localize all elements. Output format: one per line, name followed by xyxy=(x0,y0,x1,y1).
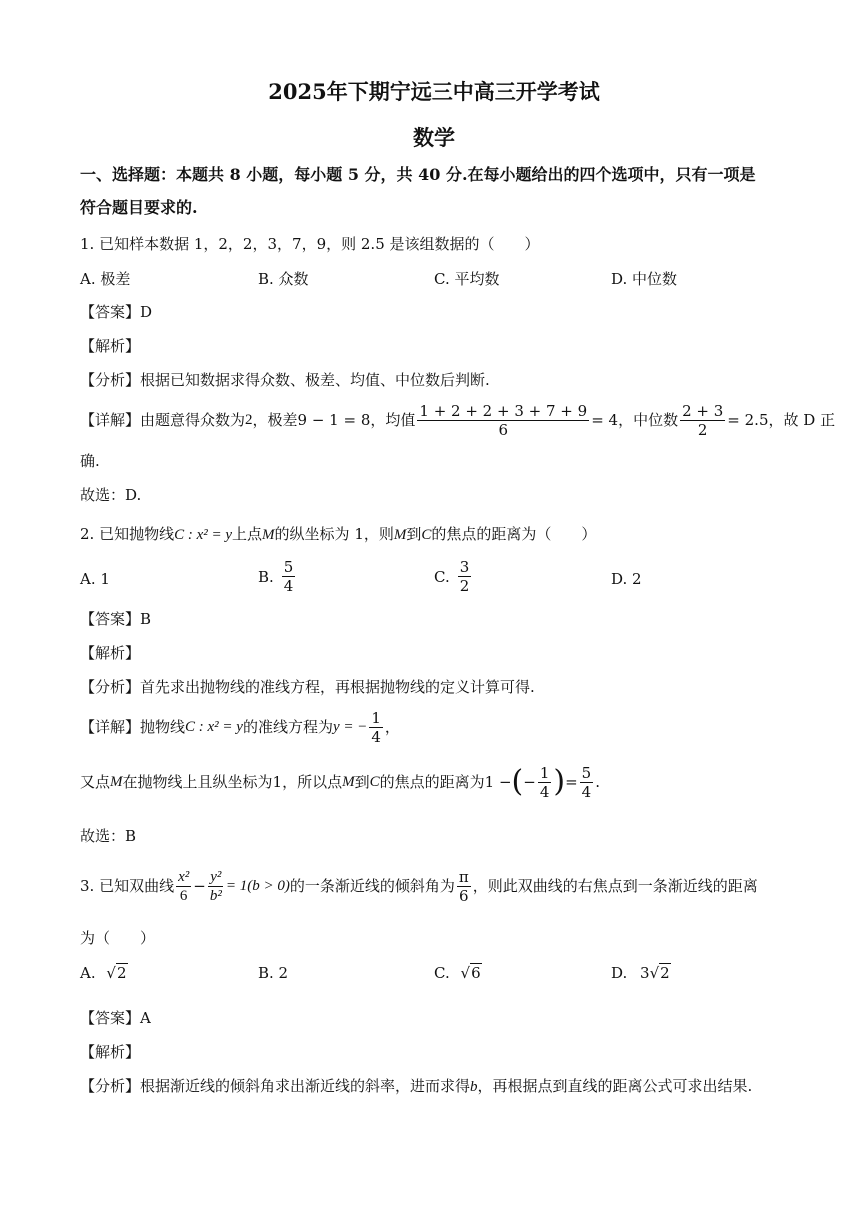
q1-option-d: D. 中位数 xyxy=(611,270,678,288)
q3-stem-suffix: ，则此双曲线的右焦点到一条渐近线的距离 xyxy=(472,877,758,895)
q2-detail2-c: C xyxy=(369,774,380,790)
q3-option-d-label: D. xyxy=(611,964,628,982)
q1-option-c: C. 平均数 xyxy=(434,270,500,288)
q2-stem-equation: C : x² = y xyxy=(174,527,233,543)
q3-frac1-denominator: 6 xyxy=(179,887,188,904)
q3-option-a-label: A. xyxy=(80,964,96,982)
q2-detail2-fraction xyxy=(538,764,552,801)
q2-option-c-numerator: 3 xyxy=(459,558,470,576)
q2-detail2-numerator: 1 xyxy=(539,763,550,782)
q3-option-d xyxy=(611,964,671,982)
q1-mean-fraction xyxy=(417,402,589,439)
q2-detail2-expr-a: 1 − xyxy=(484,773,512,791)
q2-option-c-denominator: 2 xyxy=(459,577,470,595)
q2-detail1-fraction xyxy=(369,709,383,746)
q2-option-c-label: C. xyxy=(434,567,450,586)
section-heading: 一、选择题：本题共 8 小题，每小题 5 分，共 40 分.在每小题给出的四个选项中，只有一项是 xyxy=(80,165,756,184)
q1-median-text: ，中位数 xyxy=(618,411,679,429)
q3-fenxi xyxy=(80,1076,752,1097)
q2-detail1-suffix: ， xyxy=(384,718,400,736)
q1-median-fraction xyxy=(680,402,725,439)
q2-option-c xyxy=(434,558,473,595)
q2-detail1-equation: C : x² = y xyxy=(185,719,243,735)
q2-detail2-result-fraction xyxy=(580,764,594,801)
q2-detail2-denominator: 4 xyxy=(539,782,550,801)
q2-stem-suffix: 的焦点的距离为（ ） xyxy=(431,525,597,543)
sqrt-symbol: √2 xyxy=(649,964,670,982)
q2-stem-m: M xyxy=(262,527,275,543)
q3-pi-denominator: 6 xyxy=(458,886,469,905)
q3-option-a xyxy=(80,964,128,982)
q1-detail-suffix: ，故 D 正 xyxy=(768,411,836,429)
q3-frac2-numerator: y² xyxy=(210,868,222,885)
sqrt-symbol: √6 xyxy=(460,964,481,982)
q1-median-numerator: 2 + 3 xyxy=(682,401,724,420)
q2-fenxi: 【分析】首先求出抛物线的准线方程，再根据抛物线的定义计算可得. xyxy=(80,678,535,696)
q1-mean-text: ，均值 xyxy=(370,411,416,429)
q3-frac2-denominator: b² xyxy=(209,887,222,904)
question-1-stem: 1. 已知样本数据 1，2，2，3，7，9，则 2.5 是该组数据的（ ） xyxy=(80,235,540,253)
q2-detail1-denominator: 4 xyxy=(371,727,381,746)
q2-detail2-m: M xyxy=(110,774,123,790)
q2-detail2-result-numerator: 5 xyxy=(581,763,592,782)
q3-fenxi-b: b xyxy=(470,1079,478,1095)
section-heading-cont: 符合题目要求的. xyxy=(80,198,198,217)
q2-choose: 故选：B xyxy=(80,827,137,845)
q1-median-denominator: 2 xyxy=(697,420,708,439)
q3-stem-mid: 的一条渐近线的倾斜角为 xyxy=(289,877,455,895)
q3-option-d-coefficient: 3 xyxy=(640,964,650,982)
q2-detail2-mid3: 到 xyxy=(354,773,370,791)
q3-pi-fraction xyxy=(457,868,471,905)
q3-option-c xyxy=(434,964,482,982)
q2-detail2-mid4: 的焦点的距离为 xyxy=(379,773,485,791)
q2-answer: 【答案】B xyxy=(80,610,152,628)
right-paren: ) xyxy=(553,764,566,799)
q2-stem-c: C xyxy=(421,527,432,543)
q3-option-c-value: 6 xyxy=(471,964,481,982)
q1-median-result: = 2.5 xyxy=(727,411,769,429)
q2-analysis-label: 【解析】 xyxy=(80,644,141,662)
sqrt-symbol: √2 xyxy=(106,964,127,982)
q2-detail2-m2: M xyxy=(342,774,355,790)
q2-option-b xyxy=(258,558,297,595)
q2-stem-mid2: 的纵坐标为 1，则 xyxy=(274,525,394,543)
q3-fenxi-suffix: ，再根据点到直线的距离公式可求出结果. xyxy=(477,1077,753,1095)
q3-stem-prefix: 3. 已知双曲线 xyxy=(80,877,175,895)
q2-option-c-fraction xyxy=(458,558,472,595)
q2-stem-m2: M xyxy=(393,527,407,543)
q2-detail2-mid2: ，所以点 xyxy=(282,773,343,791)
q1-range-expr: 9 − 1 = 8 xyxy=(297,411,371,429)
q3-pi-numerator: π xyxy=(458,867,469,886)
q2-detail1-y: y = − xyxy=(332,719,368,735)
q2-stem-mid: 上点 xyxy=(232,525,263,543)
q3-option-a-value: 2 xyxy=(116,964,127,982)
q1-analysis-label: 【解析】 xyxy=(80,337,141,355)
q2-detail2-result-denominator: 4 xyxy=(581,782,592,801)
q1-fenxi: 【分析】根据已知数据求得众数、极差、均值、中位数后判断. xyxy=(80,371,490,389)
q2-detail2-end: . xyxy=(595,773,600,791)
q2-detail2-one: 1 xyxy=(272,773,283,791)
q3-minus: − xyxy=(193,877,206,895)
q2-option-b-numerator: 5 xyxy=(283,558,294,576)
q1-mean-numerator: 1 + 2 + 2 + 3 + 7 + 9 xyxy=(419,401,588,420)
q3-equation-rest: = 1(b > 0) xyxy=(225,878,290,894)
q2-option-b-denominator: 4 xyxy=(283,577,294,595)
q2-option-b-fraction xyxy=(282,558,296,595)
q1-option-b: B. 众数 xyxy=(258,270,309,288)
q1-option-a: A. 极差 xyxy=(80,270,131,288)
left-paren: ( xyxy=(511,764,524,799)
q3-analysis-label: 【解析】 xyxy=(80,1043,141,1061)
q1-choose: 故选：D. xyxy=(80,486,142,504)
q2-detail1-numerator: 1 xyxy=(371,708,381,727)
q1-detail-line2: 确. xyxy=(80,452,100,470)
q3-option-c-label: C. xyxy=(434,964,450,982)
q2-detail2-prefix: 又点 xyxy=(80,773,111,791)
question-3-stem xyxy=(80,862,758,910)
q1-range-text: ，极差 xyxy=(252,411,298,429)
subject-title: 数学 xyxy=(413,125,455,150)
q1-detail xyxy=(80,398,835,442)
q3-frac2 xyxy=(208,868,224,905)
q3-option-d-value: 2 xyxy=(660,964,670,982)
q2-option-a: A. 1 xyxy=(80,570,110,588)
q3-answer: 【答案】A xyxy=(80,1009,151,1027)
q1-detail-prefix: 【详解】由题意得众数为 xyxy=(80,411,246,429)
q2-stem-mid3: 到 xyxy=(406,525,422,543)
q2-option-d: D. 2 xyxy=(611,570,642,588)
q3-frac1-numerator: x² xyxy=(178,868,190,885)
q1-mode-value: 2 xyxy=(245,412,253,428)
q2-detail1-mid: 的准线方程为 xyxy=(242,718,333,736)
q3-frac1 xyxy=(176,868,191,905)
q2-detail2-mid: 在抛物线上且纵坐标为 xyxy=(122,773,273,791)
question-2-stem xyxy=(80,524,596,545)
q2-detail1-prefix: 【详解】抛物线 xyxy=(80,718,186,736)
q2-option-b-label: B. xyxy=(258,567,274,586)
q3-fenxi-prefix: 【分析】根据渐近线的倾斜角求出渐近线的斜率，进而求得 xyxy=(80,1077,471,1095)
q3-stem-line2: 为（ ） xyxy=(80,929,156,947)
q2-detail-2: 又点 M 在抛物线上且纵坐标为 1 ，所以点 M 到 C 的焦点的距离为 1 − ( − $\frac{1}{4}$ ) = $\frac{5}{4}$ . xyxy=(80,763,600,801)
q1-mean-result: = 4 xyxy=(591,411,619,429)
q1-answer: 【答案】D xyxy=(80,303,153,321)
q2-detail2-equals: = xyxy=(565,773,578,791)
exam-title: 2025年下期宁远三中高三开学考试 xyxy=(268,79,600,104)
q2-stem-prefix: 2. 已知抛物线 xyxy=(80,525,175,543)
q2-detail-1 xyxy=(80,705,400,749)
q1-mean-denominator: 6 xyxy=(498,420,509,439)
q3-option-b: B. 2 xyxy=(258,964,289,982)
